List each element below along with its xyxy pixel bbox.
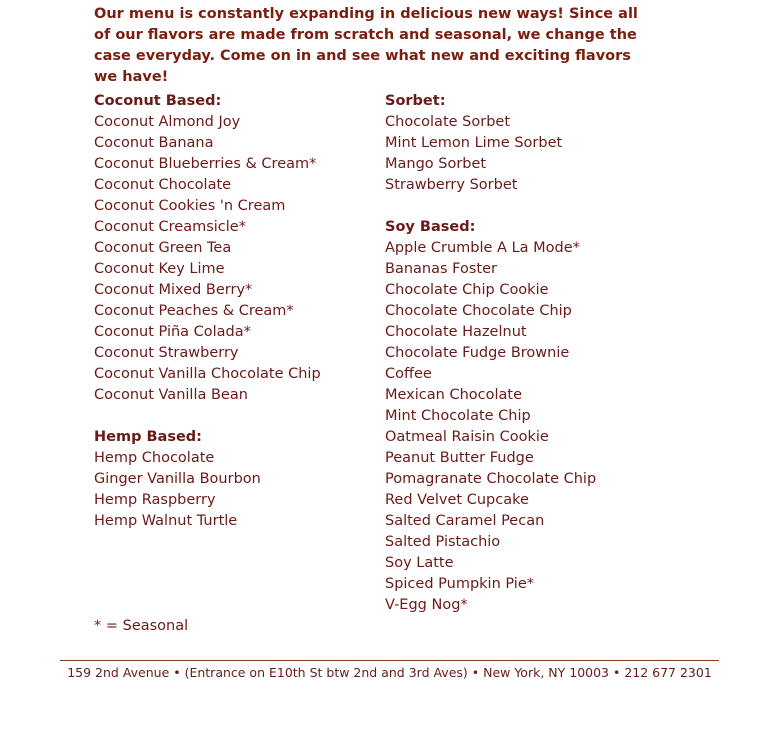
flavor-item: Coconut Chocolate (94, 177, 232, 193)
flavor-item: Coconut Cookies 'n Cream (94, 198, 286, 214)
flavor-item: Coconut Vanilla Chocolate Chip (94, 366, 321, 382)
flavor-list (94, 448, 374, 532)
flavor-item: Coconut Green Tea (94, 240, 232, 256)
flavor-item: V-Egg Nog* (385, 597, 468, 613)
flavor-item: Coconut Strawberry (94, 345, 239, 361)
seasonal-legend: * = Seasonal (94, 618, 189, 634)
flavor-item: Hemp Chocolate (94, 450, 215, 466)
flavor-item: Coconut Banana (94, 135, 214, 151)
flavor-item: Coconut Creamsicle* (94, 219, 246, 235)
flavor-item: Chocolate Chip Cookie (385, 282, 549, 298)
flavor-item: Pomagranate Chocolate Chip (385, 471, 597, 487)
flavor-item: Mexican Chocolate (385, 387, 522, 403)
flavor-item: Coconut Vanilla Bean (94, 387, 248, 403)
flavor-item: Red Velvet Cupcake (385, 492, 529, 508)
section-title: Coconut Based: (94, 93, 222, 109)
flavor-item: Coconut Key Lime (94, 261, 225, 277)
flavor-item: Mint Chocolate Chip (385, 408, 531, 424)
flavor-item: Hemp Raspberry (94, 492, 216, 508)
footer-divider (60, 660, 719, 661)
flavor-list (94, 112, 374, 406)
section-sorbet (385, 91, 685, 196)
flavor-item: Coconut Mixed Berry* (94, 282, 253, 298)
flavor-item: Mint Lemon Lime Sorbet (385, 135, 563, 151)
flavor-item: Chocolate Fudge Brownie (385, 345, 570, 361)
flavor-item: Chocolate Sorbet (385, 114, 511, 130)
flavor-item: Coconut Piña Colada* (94, 324, 251, 340)
footer-address: 159 2nd Avenue • (Entrance on E10th St btw 2nd and 3rd Aves) • New York, NY 10003 • 212 677 2301 (67, 665, 712, 680)
flavor-list (385, 238, 685, 616)
flavor-item: Salted Caramel Pecan (385, 513, 545, 529)
flavor-item: Spiced Pumpkin Pie* (385, 576, 535, 592)
flavor-item: Mango Sorbet (385, 156, 487, 172)
flavor-item: Soy Latte (385, 555, 454, 571)
flavor-item: Peanut Butter Fudge (385, 450, 534, 466)
left-column (94, 91, 374, 553)
flavor-item: Chocolate Chocolate Chip (385, 303, 572, 319)
flavor-item: Coffee (385, 366, 432, 382)
flavor-item: Apple Crumble A La Mode* (385, 240, 580, 256)
section-title: Hemp Based: (94, 429, 202, 445)
section-coconut-based (94, 91, 374, 406)
flavor-item: Coconut Almond Joy (94, 114, 241, 130)
flavor-item: Strawberry Sorbet (385, 177, 518, 193)
flavor-item: Bananas Foster (385, 261, 497, 277)
section-soy-based (385, 217, 685, 616)
section-title: Soy Based: (385, 219, 476, 235)
flavor-item: Coconut Blueberries & Cream* (94, 156, 317, 172)
flavor-item: Ginger Vanilla Bourbon (94, 471, 261, 487)
menu-intro: Our menu is constantly expanding in delicious new ways! Since all of our flavors are made from scratch and seasonal, we change the case everyday. Come on in and see what new and exciting flavors we have! (94, 6, 638, 85)
flavor-item: Hemp Walnut Turtle (94, 513, 238, 529)
flavor-item: Salted Pistachio (385, 534, 501, 550)
flavor-item: Chocolate Hazelnut (385, 324, 527, 340)
flavor-item: Oatmeal Raisin Cookie (385, 429, 549, 445)
section-title: Sorbet: (385, 93, 446, 109)
right-column (385, 91, 685, 637)
flavor-item: Coconut Peaches & Cream* (94, 303, 294, 319)
section-hemp-based (94, 427, 374, 532)
flavor-list (385, 112, 685, 196)
